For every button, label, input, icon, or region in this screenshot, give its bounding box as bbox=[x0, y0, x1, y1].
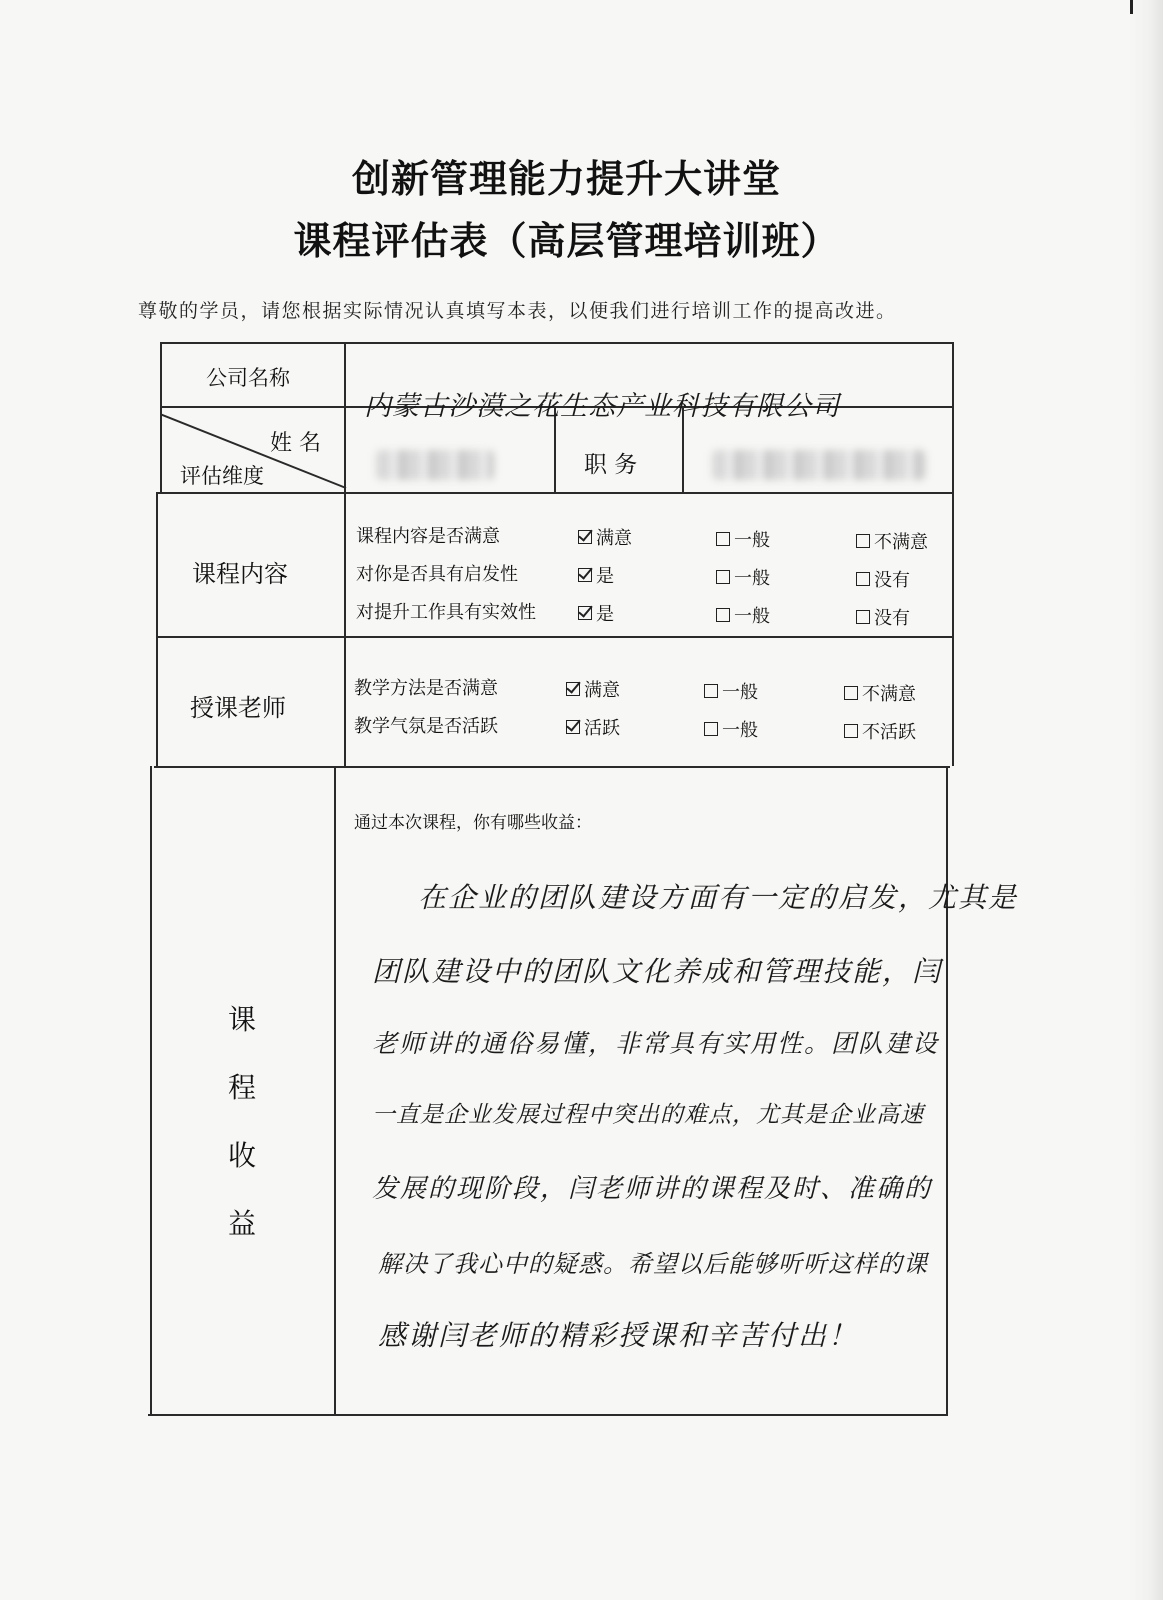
teacher-question-2: 教学气氛是否活跃 bbox=[354, 716, 498, 737]
content-q3-option-average[interactable]: 一般 bbox=[716, 602, 770, 628]
gains-handwritten-line-5: 发展的现阶段，闫老师讲的课程及时、准确的 bbox=[372, 1174, 933, 1204]
table-border-left-2 bbox=[156, 492, 158, 766]
content-q1-option-average[interactable]: 一般 bbox=[716, 526, 770, 552]
checkbox-icon bbox=[844, 724, 858, 738]
checkbox-icon bbox=[856, 610, 870, 624]
content-question-3: 对提升工作具有实效性 bbox=[356, 602, 536, 623]
form-title-line2: 课程评估表（高层管理培训班） bbox=[293, 219, 840, 263]
content-question-1: 课程内容是否满意 bbox=[356, 526, 500, 547]
gains-handwritten-line-2: 团队建设中的团队文化养成和管理技能，闫 bbox=[372, 955, 943, 988]
row-divider-teacher bbox=[154, 766, 950, 768]
checkbox-checked-icon bbox=[566, 682, 580, 696]
checkbox-icon bbox=[716, 608, 730, 622]
checkbox-icon bbox=[844, 686, 858, 700]
company-label: 公司名称 bbox=[206, 366, 290, 390]
gains-label-char: 益 bbox=[228, 1207, 257, 1240]
checkbox-icon bbox=[704, 722, 718, 736]
teacher-q2-option-inactive[interactable]: 不活跃 bbox=[844, 718, 916, 744]
position-label: 职 务 bbox=[584, 452, 638, 478]
content-q3-option-yes[interactable]: 是 bbox=[578, 600, 614, 626]
checkbox-icon bbox=[856, 572, 870, 586]
intro-text: 尊敬的学员，请您根据实际情况认真填写本表，以便我们进行培训工作的提高改进。 bbox=[138, 300, 897, 322]
teacher-question-1: 教学方法是否满意 bbox=[354, 678, 498, 699]
gains-handwritten-line-1: 在企业的团队建设方面有一定的启发，尤其是 bbox=[418, 881, 1019, 914]
gains-handwritten-line-4: 一直是企业发展过程中突出的难点，尤其是企业高速 bbox=[372, 1102, 924, 1128]
checkbox-checked-icon bbox=[578, 568, 592, 582]
form-title-line1: 创新管理能力提升大讲堂 bbox=[351, 157, 781, 201]
gains-handwritten-line-7: 感谢闫老师的精彩授课和辛苦付出！ bbox=[378, 1319, 859, 1352]
gains-prompt: 通过本次课程，你有哪些收益： bbox=[354, 813, 592, 833]
gains-label-char: 收 bbox=[228, 1139, 257, 1172]
checkbox-checked-icon bbox=[566, 720, 580, 734]
checkbox-checked-icon bbox=[578, 606, 592, 620]
teacher-q1-option-satisfied[interactable]: 满意 bbox=[566, 676, 620, 702]
content-q3-option-no[interactable]: 没有 bbox=[856, 604, 910, 630]
gains-label-char: 程 bbox=[228, 1071, 257, 1104]
table-border-right bbox=[952, 342, 954, 766]
gains-label-vertical bbox=[228, 998, 256, 1242]
content-question-2: 对你是否具有启发性 bbox=[356, 564, 518, 585]
table-border-left-3 bbox=[150, 766, 152, 1416]
gains-label-char: 课 bbox=[228, 1003, 257, 1036]
course-content-label: 课程内容 bbox=[192, 560, 288, 588]
company-name-handwritten: 内蒙古沙漠之花生态产业科技有限公司 bbox=[364, 391, 840, 422]
content-q1-option-dissatisfied[interactable]: 不满意 bbox=[856, 528, 928, 554]
teacher-q1-option-average[interactable]: 一般 bbox=[704, 678, 758, 704]
content-q2-option-no[interactable]: 没有 bbox=[856, 566, 910, 592]
label-column-divider bbox=[344, 342, 346, 766]
table-border-right-2 bbox=[946, 766, 948, 1416]
content-q2-option-yes[interactable]: 是 bbox=[578, 562, 614, 588]
table-border-top bbox=[160, 342, 954, 344]
checkbox-checked-icon bbox=[578, 530, 592, 544]
checkbox-icon bbox=[856, 534, 870, 548]
teacher-q2-option-average[interactable]: 一般 bbox=[704, 716, 758, 742]
name-label: 姓 名 bbox=[270, 431, 321, 456]
teacher-label: 授课老师 bbox=[190, 694, 286, 722]
dimension-label: 评估维度 bbox=[180, 464, 264, 488]
checkbox-icon bbox=[716, 532, 730, 546]
content-q2-option-average[interactable]: 一般 bbox=[716, 564, 770, 590]
teacher-q2-option-active[interactable]: 活跃 bbox=[566, 714, 620, 740]
gains-handwritten-line-3: 老师讲的通俗易懂，非常具有实用性。团队建设 bbox=[372, 1029, 940, 1058]
teacher-q1-option-dissatisfied[interactable]: 不满意 bbox=[844, 680, 916, 706]
gains-handwritten-line-6: 解决了我心中的疑惑。希望以后能够听听这样的课 bbox=[378, 1250, 928, 1278]
checkbox-icon bbox=[704, 684, 718, 698]
label-column-divider-2 bbox=[334, 766, 336, 1416]
name-redacted bbox=[376, 450, 494, 480]
table-border-bottom bbox=[148, 1414, 948, 1416]
content-q1-option-satisfied[interactable]: 满意 bbox=[578, 524, 632, 550]
position-redacted bbox=[712, 450, 926, 480]
row-divider-name bbox=[158, 492, 954, 494]
row-divider-content bbox=[156, 636, 952, 638]
checkbox-icon bbox=[716, 570, 730, 584]
